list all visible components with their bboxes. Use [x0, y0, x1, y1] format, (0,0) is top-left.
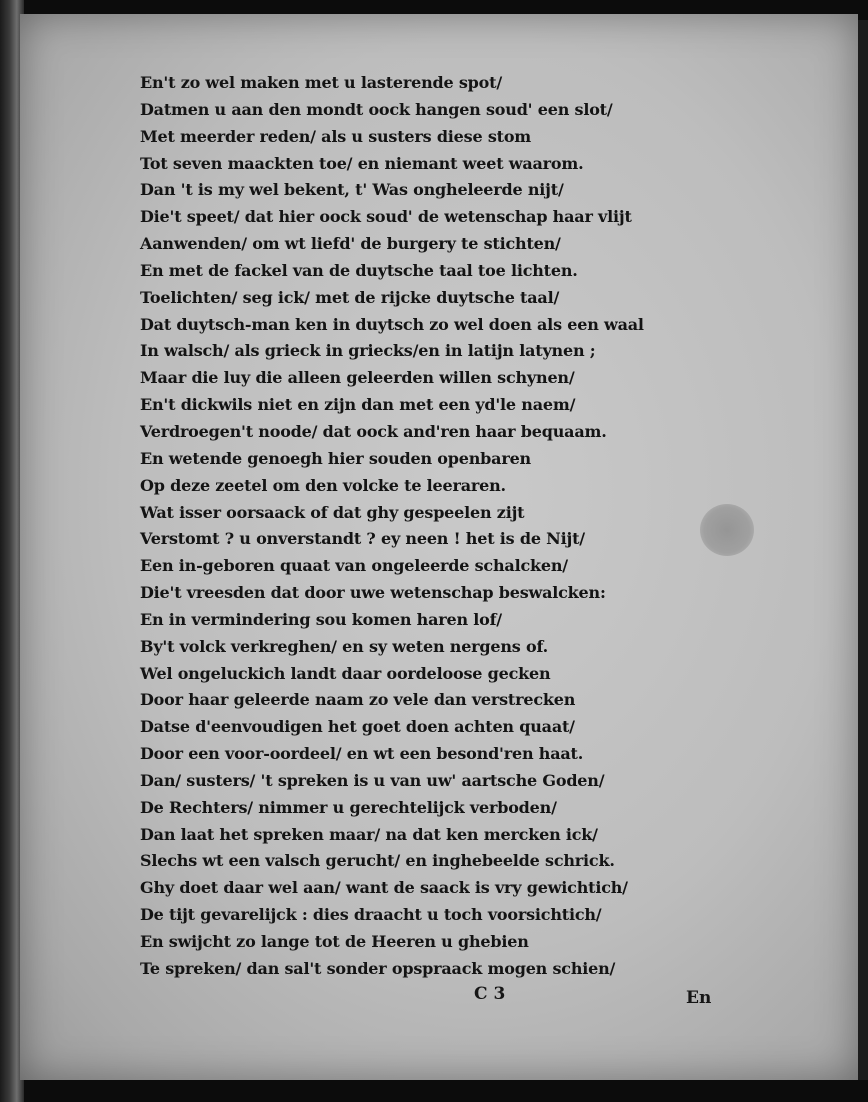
verse-line: Aanwenden/ om wt liefd' de burgery te stichten/: [140, 234, 561, 254]
verse-line: Door haar geleerde naam zo vele dan verstrecken: [140, 690, 576, 710]
verse-line: En in vermindering sou komen haren lof/: [140, 609, 502, 629]
catchword: En: [686, 988, 712, 1008]
verse-text-block: [140, 70, 700, 983]
verse-line: De Rechters/ nimmer u gerechtelijck verboden/: [140, 797, 557, 817]
verse-line: En't zo wel maken met u lasterende spot/: [140, 73, 502, 92]
verse-line: By't volck verkreghen/ en sy weten nergens of.: [140, 636, 548, 656]
verse-line: Te spreken/ dan sal't sonder opspraack mogen schien/: [140, 958, 616, 978]
signature-mark: C 3: [474, 984, 506, 1004]
verse-line: Die't vreesden dat door uwe wetenschap beswalcken:: [140, 583, 606, 603]
verse-line: En wetende genoegh hier souden openbaren: [140, 448, 531, 468]
verse-line: Datmen u aan den mondt oock hangen soud' een slot/: [140, 99, 613, 119]
verse-line: Dan/ susters/ 't spreken is u van uw' aartsche Goden/: [140, 770, 605, 790]
verse-line: Die't speet/ dat hier oock soud' de wetenschap haar vlijt: [140, 207, 632, 227]
verse-line: Wat isser oorsaack of dat ghy gespeelen zijt: [140, 502, 525, 522]
verse-line: Verstomt ? u onverstandt ? ey neen ! het is de Nijt/: [140, 529, 585, 549]
verse-line: Maar die luy die alleen geleerden willen schynen/: [140, 368, 575, 388]
verse-line: Dan laat het spreken maar/ na dat ken mercken ick/: [140, 824, 598, 844]
verse-line: En swijcht zo lange tot de Heeren u ghebien: [140, 932, 529, 951]
verse-line: Slechs wt een valsch gerucht/ en inghebeelde schrick.: [140, 851, 615, 871]
paper-stain: [700, 504, 754, 556]
verse-line: Door een voor-oordeel/ en wt een besond'ren haat.: [140, 744, 584, 764]
verse-line: In walsch/ als grieck in griecks/en in latijn latynen ;: [140, 341, 596, 361]
verse-line: Met meerder reden/ als u susters diese stom: [140, 126, 532, 146]
verse-line: Op deze zeetel om den volcke te leeraren.: [140, 475, 506, 495]
verse-line: Tot seven maackten toe/ en niemant weet waarom.: [140, 153, 584, 173]
verse-line: Dat duytsch-man ken in duytsch zo wel doen als een waal: [140, 314, 644, 334]
verse-line: De tijt gevarelijck : dies draacht u toch voorsichtich/: [140, 905, 602, 925]
verse-line: En met de fackel van de duytsche taal toe lichten.: [140, 260, 578, 280]
verse-line: Wel ongeluckich landt daar oordeloose gecken: [140, 663, 551, 683]
verse-line: Een in-geboren quaat van ongeleerde schalcken/: [140, 556, 568, 576]
verse-line: En't dickwils niet en zijn dan met een yd'le naem/: [140, 395, 576, 415]
verse-line: Datse d'eenvoudigen het goet doen achten quaat/: [140, 717, 575, 737]
verse-line: Verdroegen't noode/ dat oock and'ren haar bequaam.: [140, 421, 607, 441]
verse-line: Ghy doet daar wel aan/ want de saack is vry gewichtich/: [140, 878, 628, 898]
verse-line: Dan 't is my wel bekent, t' Was ongheleerde nijt/: [140, 180, 564, 200]
verse-line: Toelichten/ seg ick/ met de rijcke duytsche taal/: [140, 287, 560, 307]
